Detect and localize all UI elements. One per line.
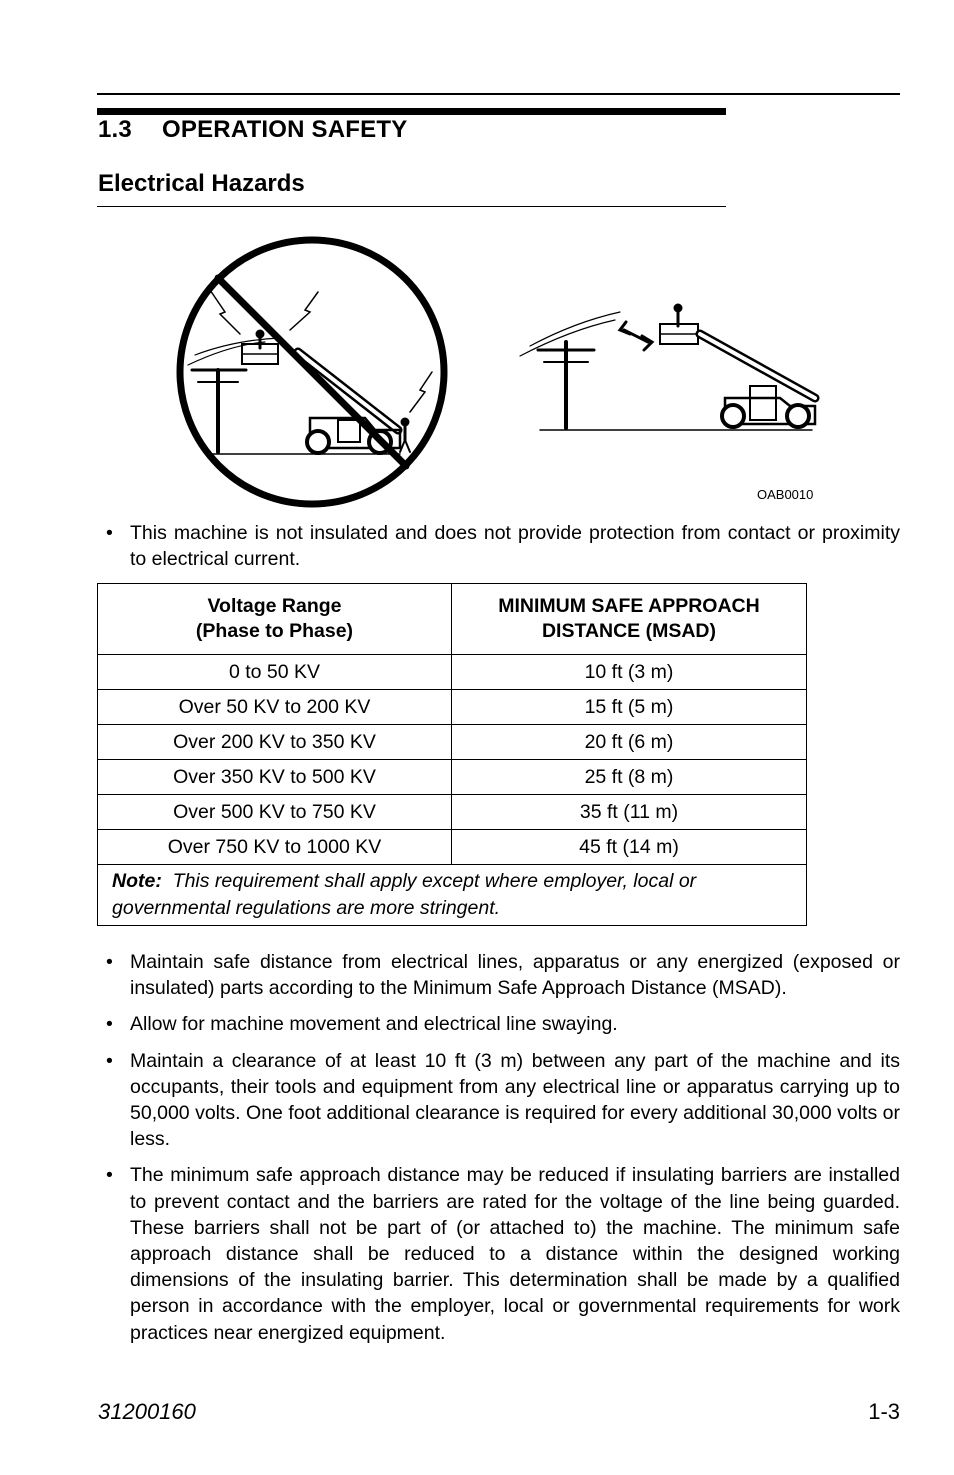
bullet-icon: • bbox=[106, 1049, 113, 1072]
page-number: 1-3 bbox=[868, 1399, 900, 1424]
voltage-range-cell: Over 750 KV to 1000 KV bbox=[98, 830, 452, 865]
table-note-row bbox=[98, 865, 807, 926]
safety-bullet-list bbox=[97, 949, 900, 1346]
voltage-range-cell: Over 200 KV to 350 KV bbox=[98, 725, 452, 760]
distance-cell: 25 ft (8 m) bbox=[452, 760, 807, 795]
subsection-title: Electrical Hazards bbox=[98, 170, 305, 197]
bullet-icon: • bbox=[106, 1013, 113, 1036]
list-item bbox=[97, 1048, 900, 1153]
table-row bbox=[98, 655, 807, 690]
note-label: Note: bbox=[112, 870, 162, 892]
section-title-text: OPERATION SAFETY bbox=[162, 116, 408, 143]
permitted-scene bbox=[520, 304, 815, 430]
list-item bbox=[97, 1011, 900, 1037]
bullet-icon: • bbox=[106, 522, 113, 544]
list-item bbox=[97, 520, 900, 572]
subsection-rule bbox=[97, 206, 726, 207]
bullet-text: Maintain a clearance of at least 10 ft (3 m) between any part of the machine and its occupants, their tools and equipment from any electrical line or apparatus carrying up to 50,000 volts. One foot additional clearance is required for every additional 30,000 volts or less. bbox=[130, 1049, 900, 1151]
section-title bbox=[98, 116, 407, 144]
bullet-icon: • bbox=[106, 951, 113, 973]
distance-cell: 15 ft (5 m) bbox=[452, 690, 807, 725]
header-line: MINIMUM SAFE APPROACH bbox=[498, 595, 760, 617]
col-voltage-range-header bbox=[98, 584, 452, 655]
bullet-icon: • bbox=[106, 1164, 113, 1187]
bullet-text: This machine is not insulated and does not provide protection from contact or proximity to electrical current. bbox=[130, 522, 900, 571]
header-rule-thick bbox=[97, 108, 726, 115]
prohibited-scene bbox=[180, 240, 444, 504]
header-rule-thin bbox=[97, 93, 900, 95]
voltage-range-cell: Over 500 KV to 750 KV bbox=[98, 795, 452, 830]
table-row bbox=[98, 830, 807, 865]
distance-cell: 20 ft (6 m) bbox=[452, 725, 807, 760]
doc-number: 31200160 bbox=[98, 1399, 196, 1424]
header-line: Voltage Range bbox=[207, 595, 342, 617]
list-item bbox=[97, 1162, 900, 1345]
table-row bbox=[98, 690, 807, 725]
table-row bbox=[98, 760, 807, 795]
distance-cell: 10 ft (3 m) bbox=[452, 655, 807, 690]
intro-bullet-list bbox=[97, 520, 900, 572]
msad-table bbox=[97, 583, 807, 926]
list-item bbox=[97, 949, 900, 1001]
voltage-range-cell: Over 50 KV to 200 KV bbox=[98, 690, 452, 725]
voltage-range-cell: Over 350 KV to 500 KV bbox=[98, 760, 452, 795]
note-text: This requirement shall apply except where employer, local or governmental regulations are more stringent. bbox=[112, 870, 697, 919]
distance-cell: 35 ft (11 m) bbox=[452, 795, 807, 830]
bullet-text: The minimum safe approach distance may be reduced if insulating barriers are installed to prevent contact and the barriers are rated for the voltage of the line being guarded. These barriers shall not be part of (or attached to) the machine. The minimum safe approach distance shall be reduced to a distance within the designed working dimensions of the insulating barrier. This determination shall be made by a qualified person in accordance with the employer, local or governmental requirements for work practices near energized equipment. bbox=[130, 1164, 900, 1344]
table-header-row bbox=[98, 584, 807, 655]
distance-cell: 45 ft (14 m) bbox=[452, 830, 807, 865]
table-row bbox=[98, 725, 807, 760]
table-row bbox=[98, 795, 807, 830]
bullet-text: Maintain safe distance from electrical lines, apparatus or any energized (exposed or insulated) parts according to the Minimum Safe Approach Distance (MSAD). bbox=[130, 951, 900, 1000]
section-number: 1.3 bbox=[98, 116, 132, 143]
figure-id: OAB0010 bbox=[757, 487, 814, 502]
header-line: (Phase to Phase) bbox=[195, 620, 354, 642]
bullet-text: Allow for machine movement and electrical line swaying. bbox=[130, 1013, 618, 1036]
electrical-hazard-illustration bbox=[170, 230, 830, 510]
table-note bbox=[98, 865, 807, 926]
header-line: DISTANCE (MSAD) bbox=[541, 620, 717, 642]
voltage-range-cell: 0 to 50 KV bbox=[98, 655, 452, 690]
col-msad-header bbox=[452, 584, 807, 655]
